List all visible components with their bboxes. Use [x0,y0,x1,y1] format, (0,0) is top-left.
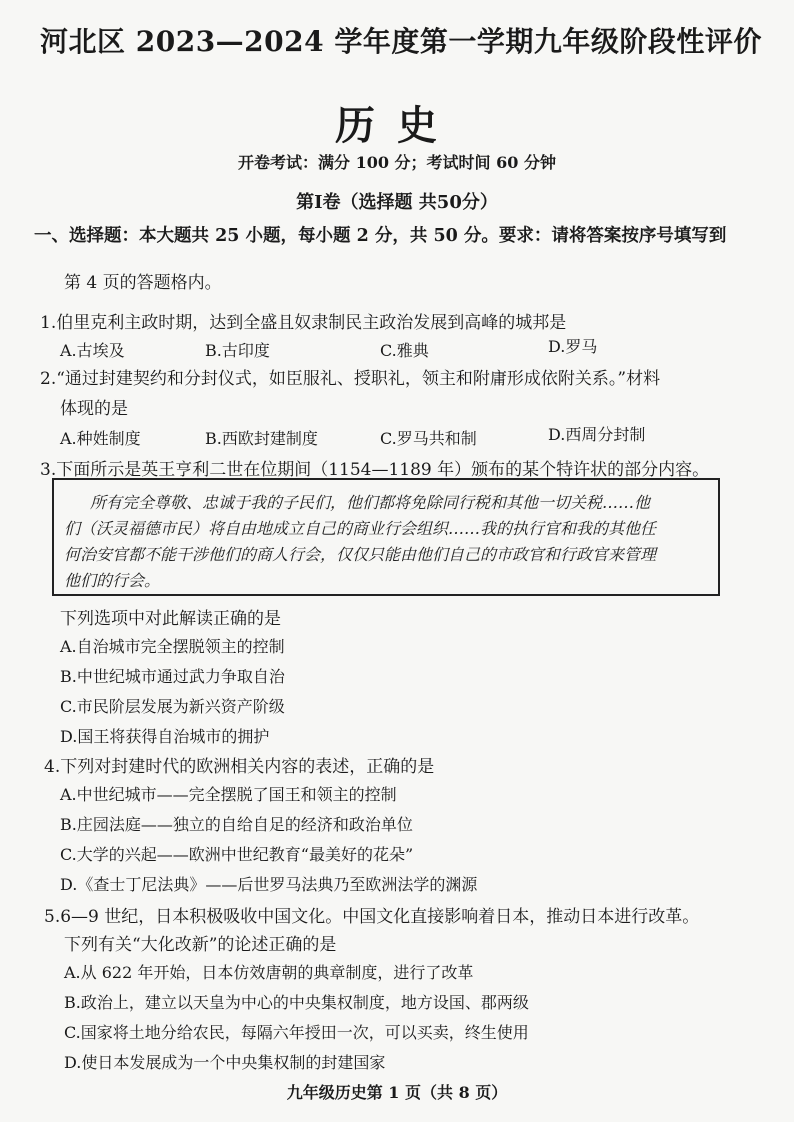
question-1-option-d: D.罗马 [548,337,598,356]
question-2-stem: 2.“通过封建契约和分封仪式，如臣服礼、授职礼，领主和附庸形成依附关系。”材料 [40,369,661,389]
material-line-1: 所有完全尊敬、忠诚于我的子民们，他们都将免除同行税和其他一切关税……他 [90,493,651,512]
page-footer: 九年级历史第 1 页（共 8 页） [286,1083,508,1102]
question-2-option-c: C.罗马共和制 [380,429,477,448]
question-3-stem: 3.下面所示是英王亨利二世在位期间（1154—1189 年）颁布的某个特许状的部分内容。 [40,460,710,480]
question-1-option-b: B.古印度 [205,341,270,360]
question-2-option-a: A.种姓制度 [60,429,141,448]
part-title: 第Ⅰ卷（选择题 共50分） [296,192,498,213]
question-5-stem: 5.6—9 世纪，日本积极吸收中国文化。中国文化直接影响着日本，推动日本进行改革。 [44,907,700,927]
question-5-option-a: A.从 622 年开始，日本仿效唐朝的典章制度，进行了改革 [64,963,474,982]
material-line-4: 他们的行会。 [64,571,161,590]
question-4-option-a: A.中世纪城市——完全摆脱了国王和领主的控制 [60,785,397,804]
question-4-option-d: D.《查士丁尼法典》——后世罗马法典乃至欧洲法学的渊源 [60,875,478,894]
question-3-stem-2: 下列选项中对此解读正确的是 [60,609,281,629]
question-4-option-c: C.大学的兴起——欧洲中世纪教育“最美好的花朵” [60,845,414,864]
subject-title: 历史 [335,102,459,149]
section-instruction-cont: 第 4 页的答题格内。 [64,273,222,293]
question-5-option-c: C.国家将土地分给农民，每隔六年授田一次，可以买卖，终生使用 [64,1023,529,1042]
question-1-stem: 1.伯里克利主政时期，达到全盛且奴隶制民主政治发展到高峰的城邦是 [40,313,567,333]
question-3-option-c: C.市民阶层发展为新兴资产阶级 [60,697,285,716]
question-5-option-b: B.政治上，建立以天皇为中心的中央集权制度，地方设国、郡两级 [64,993,529,1012]
material-line-2: 们（沃灵福德市民）将自由地成立自己的商业行会组织……我的执行官和我的其他任 [64,519,657,538]
section-instruction: 一、选择题：本大题共 25 小题，每小题 2 分，共 50 分。要求：请将答案按序号填写到 [34,226,727,246]
question-4-option-b: B.庄园法庭——独立的自给自足的经济和政治单位 [60,815,413,834]
question-2-option-b: B.西欧封建制度 [205,429,318,448]
question-2-option-d: D.西周分封制 [548,425,646,444]
question-3-option-b: B.中世纪城市通过武力争取自治 [60,667,285,686]
question-1-option-c: C.雅典 [380,341,429,360]
question-4-stem: 4.下列对封建时代的欧洲相关内容的表述，正确的是 [44,757,435,777]
question-5-stem-cont: 下列有关“大化改新”的论述正确的是 [64,935,337,955]
question-2-stem-cont: 体现的是 [60,399,128,419]
exam-info: 开卷考试：满分 100 分；考试时间 60 分钟 [238,153,556,172]
question-1-option-a: A.古埃及 [60,341,125,360]
exam-title: 河北区 2023—2024 学年度第一学期九年级阶段性评价 [40,25,762,58]
question-5-option-d: D.使日本发展成为一个中央集权制的封建国家 [64,1053,386,1072]
question-3-option-d: D.国王将获得自治城市的拥护 [60,727,270,746]
question-3-option-a: A.自治城市完全摆脱领主的控制 [60,637,285,656]
material-line-3: 何治安官都不能干涉他们的商人行会，仅仅只能由他们自己的市政官和行政官来管理 [64,545,657,564]
